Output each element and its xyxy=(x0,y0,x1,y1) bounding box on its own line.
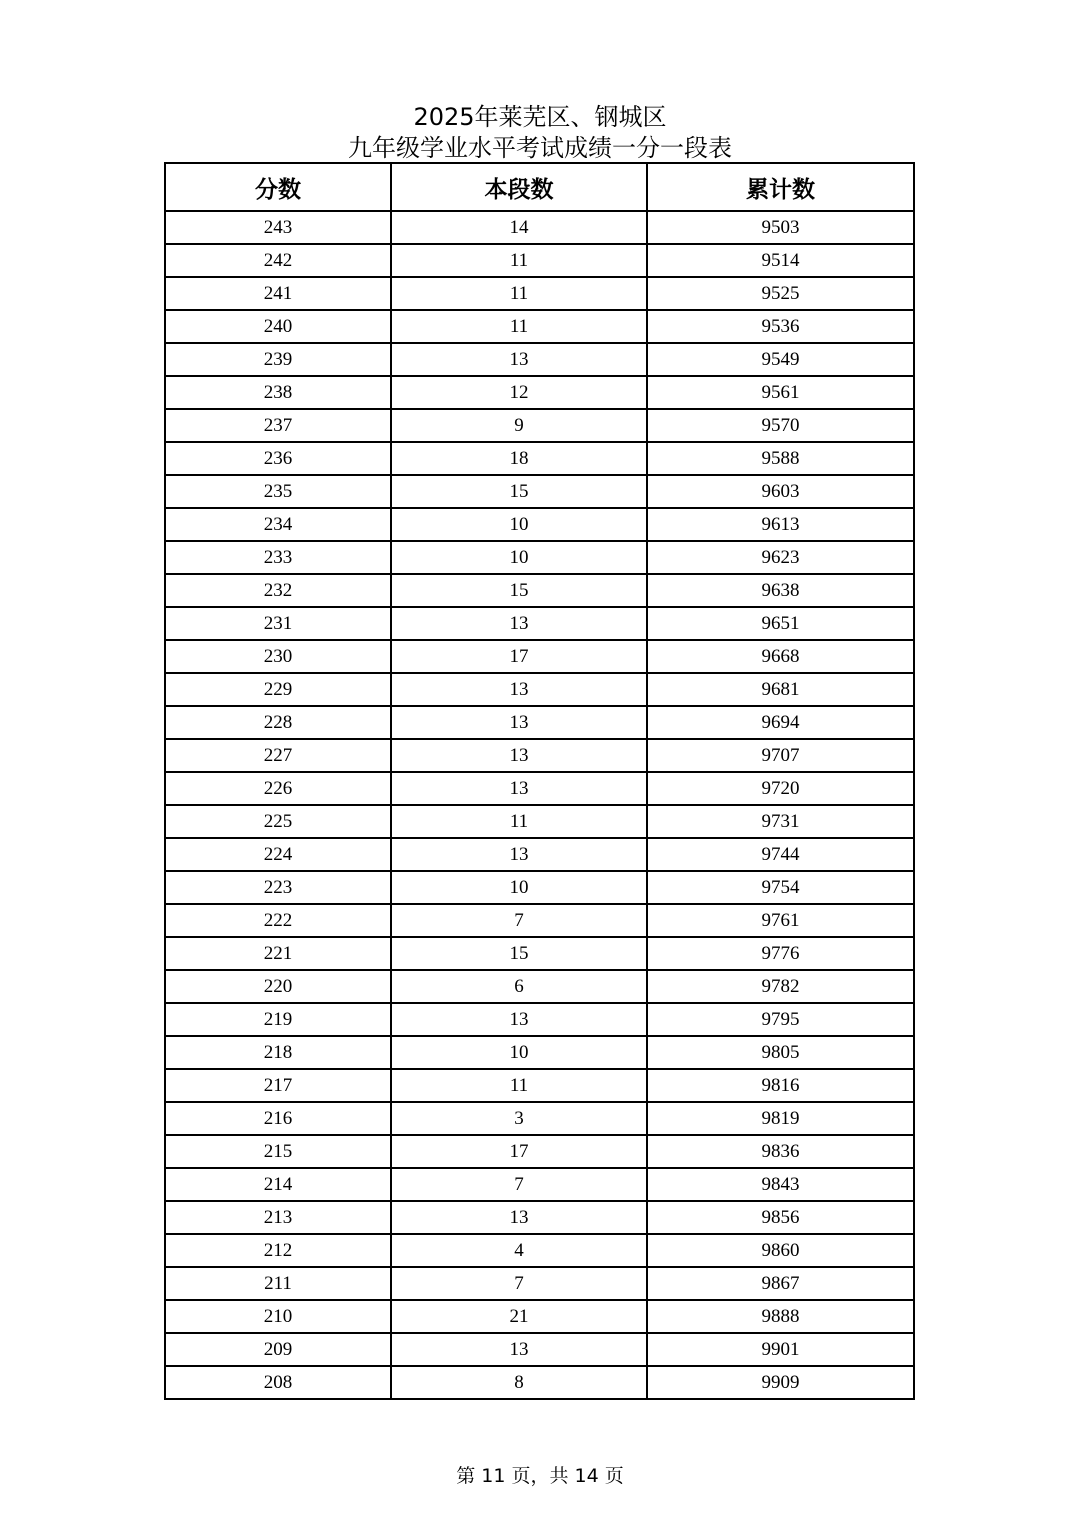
cumulative-count-cell: 9754 xyxy=(647,871,914,904)
table-row xyxy=(165,673,914,706)
segment-count-cell: 4 xyxy=(391,1234,647,1267)
segment-count-cell: 13 xyxy=(391,772,647,805)
cumulative-count-cell: 9731 xyxy=(647,805,914,838)
column-header-cumulative-count: 累计数 xyxy=(647,163,914,211)
segment-count-cell: 12 xyxy=(391,376,647,409)
table-row xyxy=(165,442,914,475)
score-cell: 215 xyxy=(165,1135,391,1168)
segment-count-cell: 7 xyxy=(391,904,647,937)
table-row xyxy=(165,1234,914,1267)
table-row xyxy=(165,805,914,838)
score-cell: 213 xyxy=(165,1201,391,1234)
cumulative-count-cell: 9694 xyxy=(647,706,914,739)
cumulative-count-cell: 9707 xyxy=(647,739,914,772)
column-header-segment-count: 本段数 xyxy=(391,163,647,211)
segment-count-cell: 13 xyxy=(391,607,647,640)
cumulative-count-cell: 9805 xyxy=(647,1036,914,1069)
table-row xyxy=(165,409,914,442)
segment-count-cell: 11 xyxy=(391,244,647,277)
score-cell: 243 xyxy=(165,211,391,244)
segment-count-cell: 15 xyxy=(391,937,647,970)
cumulative-count-cell: 9816 xyxy=(647,1069,914,1102)
table-row xyxy=(165,574,914,607)
score-cell: 240 xyxy=(165,310,391,343)
segment-count-cell: 15 xyxy=(391,475,647,508)
score-cell: 208 xyxy=(165,1366,391,1399)
segment-count-cell: 15 xyxy=(391,574,647,607)
table-row xyxy=(165,607,914,640)
score-cell: 241 xyxy=(165,277,391,310)
cumulative-count-cell: 9514 xyxy=(647,244,914,277)
table-row xyxy=(165,1102,914,1135)
page-title: 2025年莱芜区、钢城区 xyxy=(413,103,667,131)
cumulative-count-cell: 9867 xyxy=(647,1267,914,1300)
cumulative-count-cell: 9782 xyxy=(647,970,914,1003)
table-row xyxy=(165,1333,914,1366)
cumulative-count-cell: 9536 xyxy=(647,310,914,343)
score-cell: 218 xyxy=(165,1036,391,1069)
segment-count-cell: 10 xyxy=(391,1036,647,1069)
segment-count-cell: 11 xyxy=(391,1069,647,1102)
table-header-row xyxy=(165,163,914,211)
score-cell: 233 xyxy=(165,541,391,574)
table-row xyxy=(165,739,914,772)
cumulative-count-cell: 9856 xyxy=(647,1201,914,1234)
cumulative-count-cell: 9613 xyxy=(647,508,914,541)
segment-count-cell: 18 xyxy=(391,442,647,475)
cumulative-count-cell: 9525 xyxy=(647,277,914,310)
score-cell: 220 xyxy=(165,970,391,1003)
segment-count-cell: 3 xyxy=(391,1102,647,1135)
segment-count-cell: 10 xyxy=(391,508,647,541)
score-cell: 219 xyxy=(165,1003,391,1036)
score-cell: 209 xyxy=(165,1333,391,1366)
table-row xyxy=(165,244,914,277)
segment-count-cell: 8 xyxy=(391,1366,647,1399)
table-row xyxy=(165,937,914,970)
table-row xyxy=(165,1366,914,1399)
page-number-footer: 第 11 页，共 14 页 xyxy=(456,1465,624,1487)
score-cell: 236 xyxy=(165,442,391,475)
score-cell: 234 xyxy=(165,508,391,541)
score-cell: 230 xyxy=(165,640,391,673)
table-body xyxy=(165,211,914,1399)
table-row xyxy=(165,211,914,244)
segment-count-cell: 7 xyxy=(391,1267,647,1300)
score-cell: 237 xyxy=(165,409,391,442)
cumulative-count-cell: 9503 xyxy=(647,211,914,244)
table-row xyxy=(165,310,914,343)
segment-count-cell: 13 xyxy=(391,343,647,376)
table-row xyxy=(165,838,914,871)
cumulative-count-cell: 9651 xyxy=(647,607,914,640)
segment-count-cell: 13 xyxy=(391,838,647,871)
score-cell: 239 xyxy=(165,343,391,376)
segment-count-cell: 17 xyxy=(391,640,647,673)
score-cell: 231 xyxy=(165,607,391,640)
segment-count-cell: 14 xyxy=(391,211,647,244)
table-row xyxy=(165,277,914,310)
table-row xyxy=(165,871,914,904)
table-row xyxy=(165,706,914,739)
cumulative-count-cell: 9588 xyxy=(647,442,914,475)
score-cell: 229 xyxy=(165,673,391,706)
table-row xyxy=(165,1300,914,1333)
segment-count-cell: 13 xyxy=(391,1333,647,1366)
score-cell: 211 xyxy=(165,1267,391,1300)
table-row xyxy=(165,1201,914,1234)
segment-count-cell: 21 xyxy=(391,1300,647,1333)
score-cell: 222 xyxy=(165,904,391,937)
score-cell: 212 xyxy=(165,1234,391,1267)
table-row xyxy=(165,1135,914,1168)
segment-count-cell: 13 xyxy=(391,739,647,772)
segment-count-cell: 13 xyxy=(391,1201,647,1234)
score-cell: 217 xyxy=(165,1069,391,1102)
cumulative-count-cell: 9668 xyxy=(647,640,914,673)
table-row xyxy=(165,1168,914,1201)
score-cell: 226 xyxy=(165,772,391,805)
table-row xyxy=(165,1069,914,1102)
table-row xyxy=(165,475,914,508)
segment-count-cell: 6 xyxy=(391,970,647,1003)
cumulative-count-cell: 9603 xyxy=(647,475,914,508)
segment-count-cell: 11 xyxy=(391,805,647,838)
table-row xyxy=(165,640,914,673)
cumulative-count-cell: 9901 xyxy=(647,1333,914,1366)
cumulative-count-cell: 9843 xyxy=(647,1168,914,1201)
table-row xyxy=(165,541,914,574)
score-cell: 210 xyxy=(165,1300,391,1333)
cumulative-count-cell: 9836 xyxy=(647,1135,914,1168)
score-distribution-table xyxy=(164,162,915,1400)
cumulative-count-cell: 9623 xyxy=(647,541,914,574)
score-cell: 227 xyxy=(165,739,391,772)
cumulative-count-cell: 9720 xyxy=(647,772,914,805)
table-row xyxy=(165,1003,914,1036)
score-cell: 214 xyxy=(165,1168,391,1201)
table-row xyxy=(165,508,914,541)
table-row xyxy=(165,772,914,805)
score-cell: 216 xyxy=(165,1102,391,1135)
segment-count-cell: 13 xyxy=(391,1003,647,1036)
segment-count-cell: 10 xyxy=(391,871,647,904)
score-cell: 238 xyxy=(165,376,391,409)
score-cell: 223 xyxy=(165,871,391,904)
cumulative-count-cell: 9744 xyxy=(647,838,914,871)
segment-count-cell: 17 xyxy=(391,1135,647,1168)
segment-count-cell: 7 xyxy=(391,1168,647,1201)
score-cell: 242 xyxy=(165,244,391,277)
cumulative-count-cell: 9819 xyxy=(647,1102,914,1135)
segment-count-cell: 10 xyxy=(391,541,647,574)
cumulative-count-cell: 9549 xyxy=(647,343,914,376)
segment-count-cell: 11 xyxy=(391,310,647,343)
score-cell: 235 xyxy=(165,475,391,508)
cumulative-count-cell: 9570 xyxy=(647,409,914,442)
score-cell: 224 xyxy=(165,838,391,871)
cumulative-count-cell: 9909 xyxy=(647,1366,914,1399)
segment-count-cell: 13 xyxy=(391,673,647,706)
table-row xyxy=(165,1267,914,1300)
table-row xyxy=(165,970,914,1003)
score-cell: 228 xyxy=(165,706,391,739)
table-row xyxy=(165,904,914,937)
score-cell: 221 xyxy=(165,937,391,970)
cumulative-count-cell: 9795 xyxy=(647,1003,914,1036)
cumulative-count-cell: 9888 xyxy=(647,1300,914,1333)
score-cell: 232 xyxy=(165,574,391,607)
cumulative-count-cell: 9561 xyxy=(647,376,914,409)
column-header-score: 分数 xyxy=(165,163,391,211)
cumulative-count-cell: 9860 xyxy=(647,1234,914,1267)
segment-count-cell: 11 xyxy=(391,277,647,310)
table-row xyxy=(165,343,914,376)
cumulative-count-cell: 9681 xyxy=(647,673,914,706)
table-row xyxy=(165,376,914,409)
score-cell: 225 xyxy=(165,805,391,838)
table-row xyxy=(165,1036,914,1069)
segment-count-cell: 13 xyxy=(391,706,647,739)
segment-count-cell: 9 xyxy=(391,409,647,442)
cumulative-count-cell: 9638 xyxy=(647,574,914,607)
cumulative-count-cell: 9776 xyxy=(647,937,914,970)
cumulative-count-cell: 9761 xyxy=(647,904,914,937)
page-subtitle: 九年级学业水平考试成绩一分一段表 xyxy=(348,134,732,162)
